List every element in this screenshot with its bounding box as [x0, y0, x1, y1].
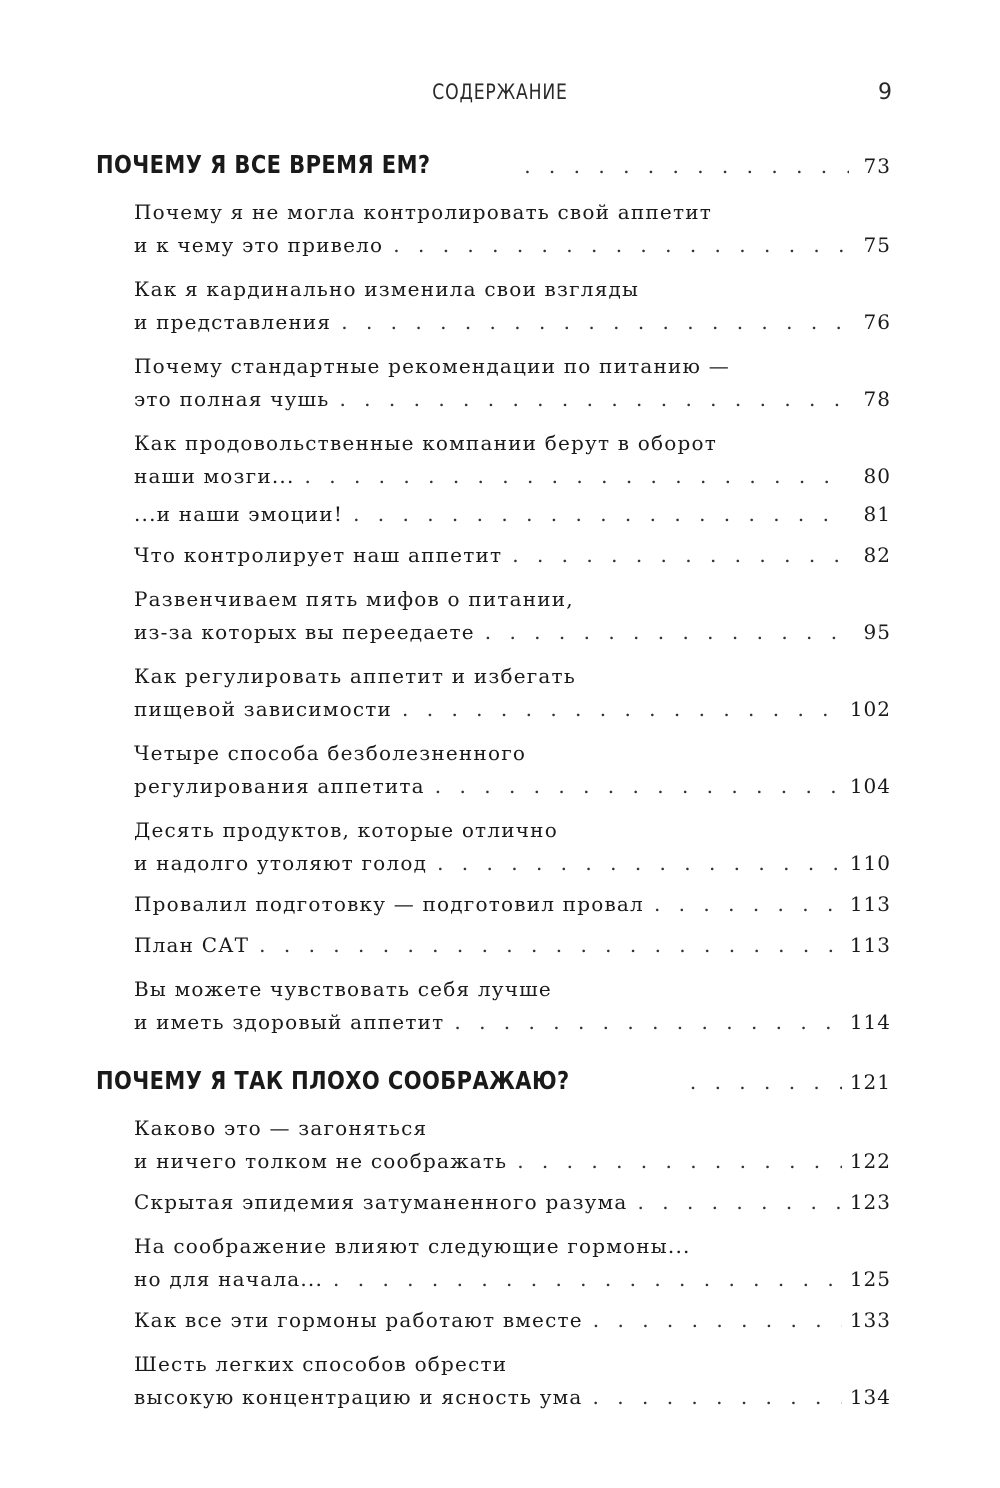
toc-entry[interactable] [134, 498, 891, 531]
dot-leader [333, 1267, 842, 1291]
dot-leader [353, 502, 849, 526]
toc-entry[interactable] [134, 973, 891, 1039]
entry-page-number: 125 [849, 1267, 891, 1291]
entry-page-number: 110 [849, 851, 891, 875]
entry-page-number: 102 [849, 697, 891, 721]
entry-text-line1: Каково это — загоняться [134, 1116, 428, 1140]
entry-text: Как все эти гормоны работают вместе [134, 1308, 583, 1332]
chapter-title: ПОЧЕМУ Я ВСЕ ВРЕМЯ ЕМ? [96, 150, 431, 179]
entry-text-line1: Почему стандартные рекомендации по питанию — [134, 354, 730, 378]
toc-section-2 [96, 1066, 891, 1414]
toc-entries [134, 1112, 891, 1414]
dot-leader [435, 774, 842, 798]
entry-text-line1: Почему я не могла контролировать свой аппетит [134, 200, 713, 224]
dot-leader [690, 1070, 842, 1094]
entry-text-line2: регулирования аппетита [134, 774, 425, 798]
toc-entry[interactable] [134, 539, 891, 572]
dot-leader [593, 1385, 842, 1409]
entry-text-line1: Как я кардинально изменила свои взгляды [134, 277, 640, 301]
entry-page-number: 104 [849, 774, 891, 798]
dot-leader [305, 464, 849, 488]
entry-text-line1: Как регулировать аппетит и избегать [134, 664, 576, 688]
entry-text-line1: Вы можете чувствовать себя лучше [134, 977, 552, 1001]
entry-text-line1: Как продовольственные компании берут в оборот [134, 431, 718, 455]
entry-text-line2: и к чему это привело [134, 233, 384, 257]
toc-entry[interactable] [134, 1112, 891, 1178]
entry-text-line1: Десять продуктов, которые отлично [134, 818, 558, 842]
chapter-row[interactable] [96, 1066, 891, 1106]
dot-leader [654, 892, 842, 916]
entry-text-line2: наши мозги... [134, 464, 295, 488]
entry-page-number: 134 [849, 1385, 891, 1409]
dot-leader [517, 1149, 842, 1173]
entry-page-number: 80 [863, 464, 891, 488]
running-head-page-number: 9 [878, 80, 892, 105]
chapter-page-number: 121 [849, 1070, 891, 1094]
dot-leader [512, 543, 849, 567]
entry-page-number: 76 [863, 310, 891, 334]
toc-entry[interactable] [134, 427, 891, 493]
dot-leader [341, 310, 849, 334]
entry-text-line2: и ничего толком не соображать [134, 1149, 508, 1173]
entry-text: План САТ [134, 933, 250, 957]
toc-entries [134, 196, 891, 1039]
entry-text-line2: но для начала... [134, 1267, 324, 1291]
entry-page-number: 123 [849, 1190, 891, 1214]
dot-leader [454, 1010, 841, 1034]
dot-leader [339, 387, 849, 411]
toc-entry[interactable] [134, 1304, 891, 1337]
entry-text-line2: это полная чушь [134, 387, 330, 411]
entry-text-line2: и надолго утоляют голод [134, 851, 428, 875]
dot-leader [259, 933, 842, 957]
entry-text: ...и наши эмоции! [134, 502, 344, 526]
entry-page-number: 114 [849, 1010, 891, 1034]
toc-entry[interactable] [134, 660, 891, 726]
toc-entry[interactable] [134, 273, 891, 339]
dot-leader [402, 697, 842, 721]
toc-entry[interactable] [134, 814, 891, 880]
dot-leader [485, 620, 849, 644]
entry-page-number: 113 [849, 892, 891, 916]
dot-leader [593, 1308, 842, 1332]
entry-text-line1: Шесть легких способов обрести [134, 1352, 508, 1376]
entry-text: Скрытая эпидемия затуманенного разума [134, 1190, 628, 1214]
entry-page-number: 95 [863, 620, 891, 644]
entry-page-number: 75 [863, 233, 891, 257]
toc-entry[interactable] [134, 737, 891, 803]
dot-leader [393, 233, 849, 257]
entry-text-line1: Развенчиваем пять мифов о питании, [134, 587, 574, 611]
entry-text-line2: из-за которых вы переедаете [134, 620, 475, 644]
chapter-title: ПОЧЕМУ Я ТАК ПЛОХО СООБРАЖАЮ? [96, 1066, 570, 1095]
entry-page-number: 122 [849, 1149, 891, 1173]
entry-text-line2: высокую концентрацию и ясность ума [134, 1385, 583, 1409]
toc-entry[interactable] [134, 888, 891, 921]
entry-text: Что контролирует наш аппетит [134, 543, 503, 567]
toc-entry[interactable] [134, 196, 891, 262]
toc-entry[interactable] [134, 1230, 891, 1296]
toc-entry[interactable] [134, 350, 891, 416]
entry-text-line2: и представления [134, 310, 332, 334]
chapter-page-number: 73 [863, 154, 891, 178]
entry-page-number: 81 [863, 502, 891, 526]
entry-text-line2: пищевой зависимости [134, 697, 393, 721]
dot-leader [437, 851, 842, 875]
entry-page-number: 82 [863, 543, 891, 567]
toc-section-1 [96, 150, 891, 1039]
entry-page-number: 133 [849, 1308, 891, 1332]
dot-leader [638, 1190, 842, 1214]
toc-entry[interactable] [134, 1348, 891, 1414]
entry-text: Провалил подготовку — подготовил провал [134, 892, 644, 916]
entry-page-number: 113 [849, 933, 891, 957]
entry-text-line1: Четыре способа безболезненного [134, 741, 527, 765]
dot-leader [524, 154, 849, 178]
chapter-row[interactable] [96, 150, 891, 190]
toc-entry[interactable] [134, 929, 891, 962]
entry-text-line2: и иметь здоровый аппетит [134, 1010, 445, 1034]
toc-entry[interactable] [134, 583, 891, 649]
toc-entry[interactable] [134, 1186, 891, 1219]
running-head-title: СОДЕРЖАНИЕ [432, 80, 568, 104]
running-head [0, 74, 1000, 114]
entry-page-number: 78 [863, 387, 891, 411]
entry-text-line1: На соображение влияют следующие гормоны... [134, 1234, 691, 1258]
